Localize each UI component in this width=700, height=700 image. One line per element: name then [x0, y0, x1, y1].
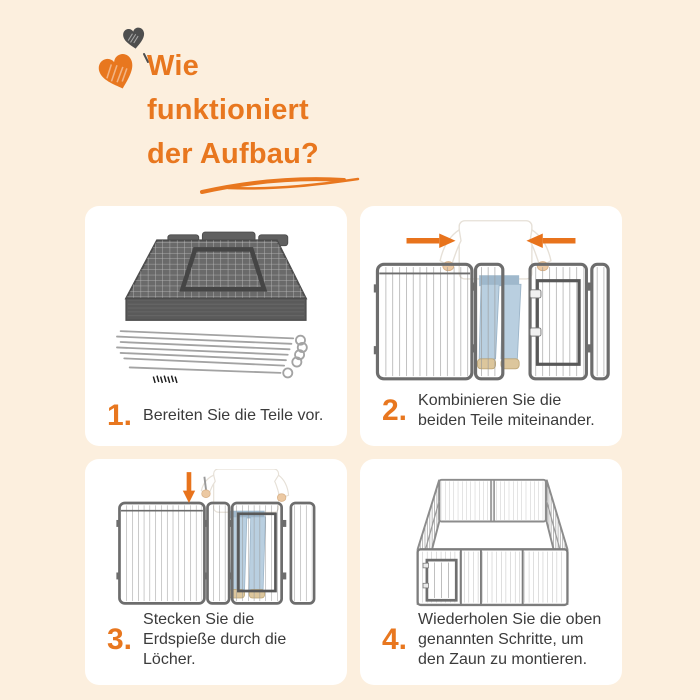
screws	[153, 376, 177, 383]
insert-stakes-illustration	[97, 469, 335, 608]
step-1-number: 1.	[107, 399, 133, 432]
orange-heart-icon	[96, 52, 139, 94]
stacked-panels-illustration	[97, 216, 335, 399]
door-latch	[423, 583, 428, 588]
assembled-pen-illustration	[372, 469, 610, 608]
step-3-illustration	[85, 459, 347, 610]
step-4-illustration	[360, 459, 622, 610]
step-4-caption	[360, 610, 622, 685]
step-2-text: Kombinieren Sie die beiden Teile miteinander.	[418, 392, 595, 429]
underline-swoosh	[198, 170, 362, 196]
step-4-text: Wiederholen Sie die oben genannten Schritte, um den Zaun zu montieren.	[418, 611, 602, 668]
page-title-line-2: funktioniert	[147, 94, 309, 126]
page-title	[147, 44, 319, 176]
step-2-caption	[360, 391, 622, 446]
step-2-illustration	[360, 206, 622, 391]
step-2-number: 2.	[382, 394, 408, 427]
step-1-illustration	[85, 206, 347, 401]
step-2-card	[360, 206, 622, 446]
steps-grid	[85, 206, 622, 685]
step-4-card	[360, 459, 622, 685]
step-1-caption	[85, 401, 347, 446]
combine-panels-illustration	[372, 216, 610, 389]
step-3-text: Stecken Sie die Erdspieße durch die Löcher.	[143, 611, 287, 668]
step-3-number: 3.	[107, 623, 133, 656]
door-latch	[530, 290, 541, 298]
step-3-card	[85, 459, 347, 685]
page-title-line-1: Wie	[147, 50, 199, 82]
ground-stakes	[117, 331, 307, 377]
arrow-down-icon	[183, 472, 195, 503]
fence-panels	[116, 503, 314, 603]
door-latch	[423, 563, 428, 568]
fence-panels	[374, 264, 608, 378]
step-1-card	[85, 206, 347, 446]
door-latch	[530, 328, 541, 336]
step-4-number: 4.	[382, 623, 408, 656]
back-wall	[439, 480, 546, 522]
gray-heart-icon	[122, 27, 146, 50]
front-wall	[418, 549, 568, 605]
folded-panel-stack	[126, 232, 306, 320]
step-3-caption	[85, 610, 347, 685]
step-1-text: Bereiten Sie die Teile vor.	[143, 407, 324, 424]
page-title-line-3: der Aufbau?	[147, 138, 319, 170]
